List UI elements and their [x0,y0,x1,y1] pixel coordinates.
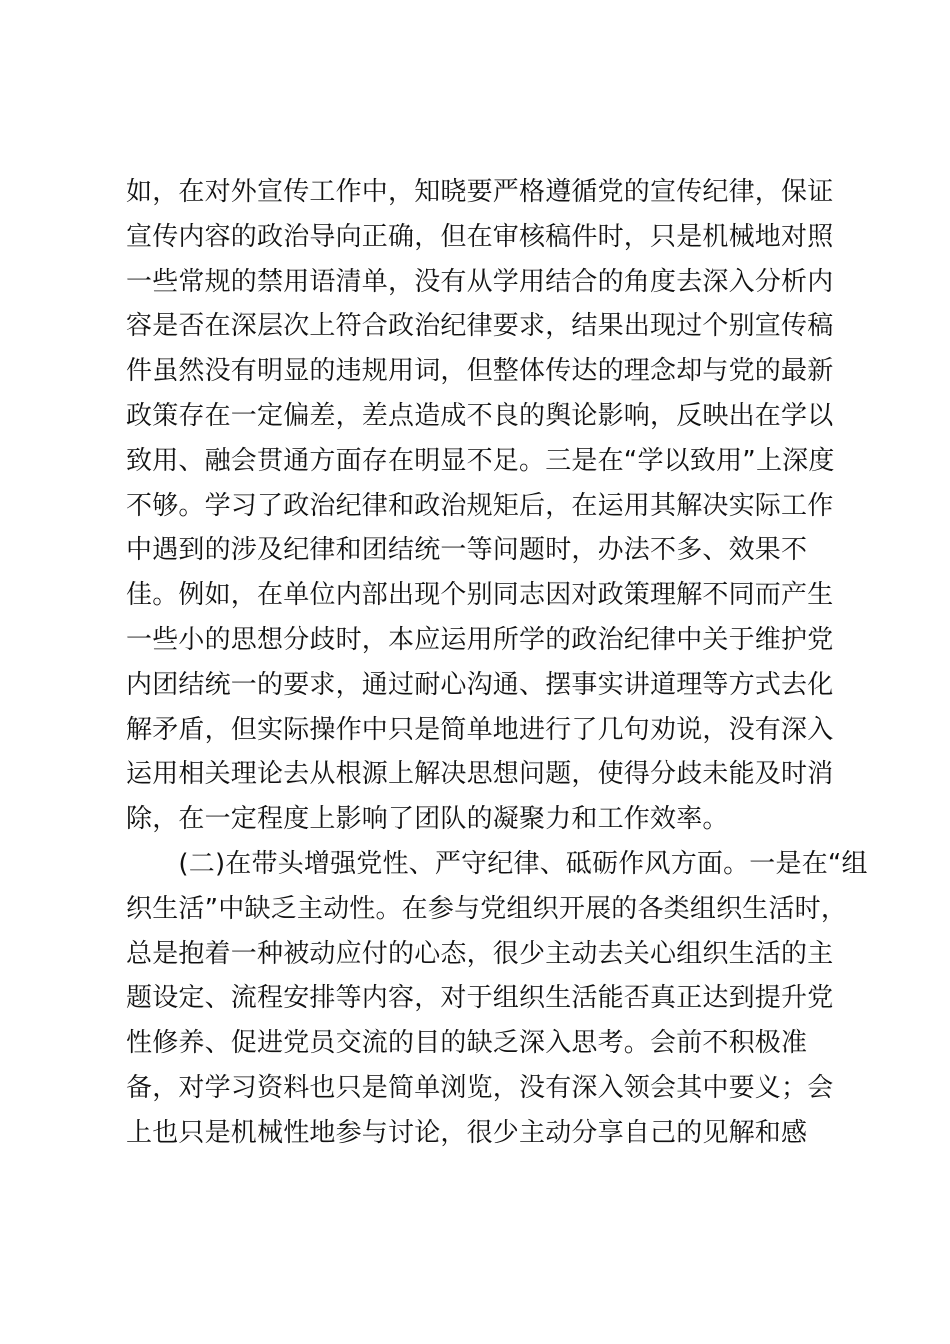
text-line: 性修养、促进党员交流的目的缺乏深入思考。会前不积极准 [126,1028,808,1059]
text-line: 内团结统一的要求，通过耐心沟通、摆事实讲道理等方式去化 [126,669,834,700]
text-line: 容是否在深层次上符合政治纪律要求，结果出现过个别宣传稿 [126,311,834,342]
text-line: 解矛盾，但实际操作中只是简单地进行了几句劝说，没有深入 [126,714,834,745]
text-line: 不够。学习了政治纪律和政治规矩后，在运用其解决实际工作 [126,490,834,521]
text-line: 除，在一定程度上影响了团队的凝聚力和工作效率。 [126,804,729,835]
text-line: 总是抱着一种被动应付的心态，很少主动去关心组织生活的主 [126,938,834,969]
text-line: 运用相关理论去从根源上解决思想问题，使得分歧未能及时消 [126,759,834,790]
text-line: 织生活”中缺乏主动性。在参与党组织开展的各类组织生活时， [126,893,848,924]
text-line: 备，对学习资料也只是简单浏览，没有深入领会其中要义；会 [126,1072,834,1103]
text-line: 致用、融会贯通方面存在明显不足。三是在“学以致用”上深度 [126,445,835,476]
text-line: 如，在对外宣传工作中，知晓要严格遵循党的宣传纪律，保证 [126,177,834,207]
text-line: 政策存在一定偏差，差点造成不良的舆论影响，反映出在学以 [126,400,834,431]
text-line: 中遇到的涉及纪律和团结统一等问题时，办法不多、效果不 [126,535,808,566]
text-line: 宣传内容的政治导向正确，但在审核稿件时，只是机械地对照 [126,221,834,252]
text-line: 上也只是机械性地参与讨论，很少主动分享自己的见解和感 [126,1117,808,1148]
text-line: 佳。例如，在单位内部出现个别同志因对政策理解不同而产生 [126,580,834,611]
text-line: (二)在带头增强党性、严守纪律、砥砺作风方面。一是在“组 [126,848,868,879]
text-line: 一些常规的禁用语清单，没有从学用结合的角度去深入分析内 [126,266,834,297]
body-text [126,170,868,1156]
text-line: 题设定、流程安排等内容，对于组织生活能否真正达到提升党 [126,983,834,1014]
text-line: 一些小的思想分歧时，本应运用所学的政治纪律中关于维护党 [126,624,834,655]
text-line: 件虽然没有明显的违规用词，但整体传达的理念却与党的最新 [126,356,834,387]
